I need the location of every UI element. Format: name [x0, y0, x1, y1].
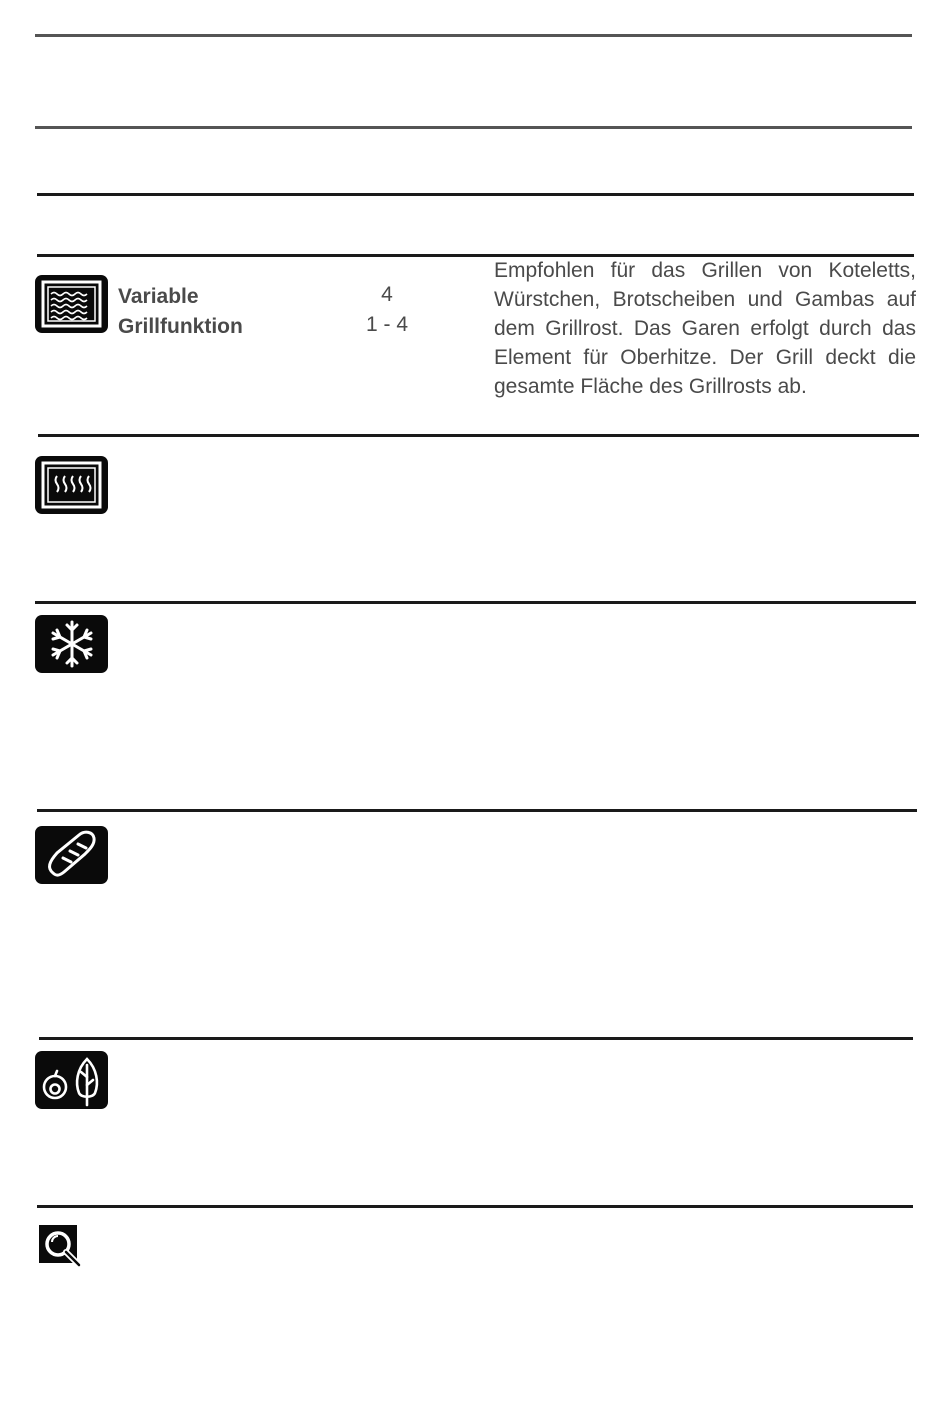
snowflake-icon [35, 615, 108, 673]
function-values [352, 280, 422, 340]
row-rule-6 [37, 1205, 913, 1208]
row-rule-4 [37, 809, 917, 812]
row-rule-3 [35, 601, 916, 604]
header-rule [37, 193, 914, 196]
wave-grill-icon [35, 275, 108, 333]
magnifier-icon [39, 1225, 81, 1265]
row-rule-5 [39, 1037, 913, 1040]
top-rule-2 [35, 126, 912, 129]
level-range: 1 - 4 [365, 313, 409, 336]
heat-waves-icon [35, 456, 108, 514]
top-rule-1 [35, 34, 912, 37]
function-name [118, 282, 243, 342]
apple-leaf-icon [35, 1051, 108, 1109]
function-name-line1: Variable [118, 285, 199, 308]
function-name-line2: Grillfunktion [118, 315, 243, 338]
baguette-icon [35, 826, 108, 884]
function-description: Empfohlen für das Grillen von Koteletts, Würstchen, Brotscheiben und Gambas auf dem Grillrost. Das Garen erfolgt durch das Element für Oberhitze. Der Grill deckt die gesamte Fläche des Grillrosts ab. [494, 259, 916, 398]
default-level: 4 [381, 283, 393, 306]
row-rule-2 [38, 434, 919, 437]
